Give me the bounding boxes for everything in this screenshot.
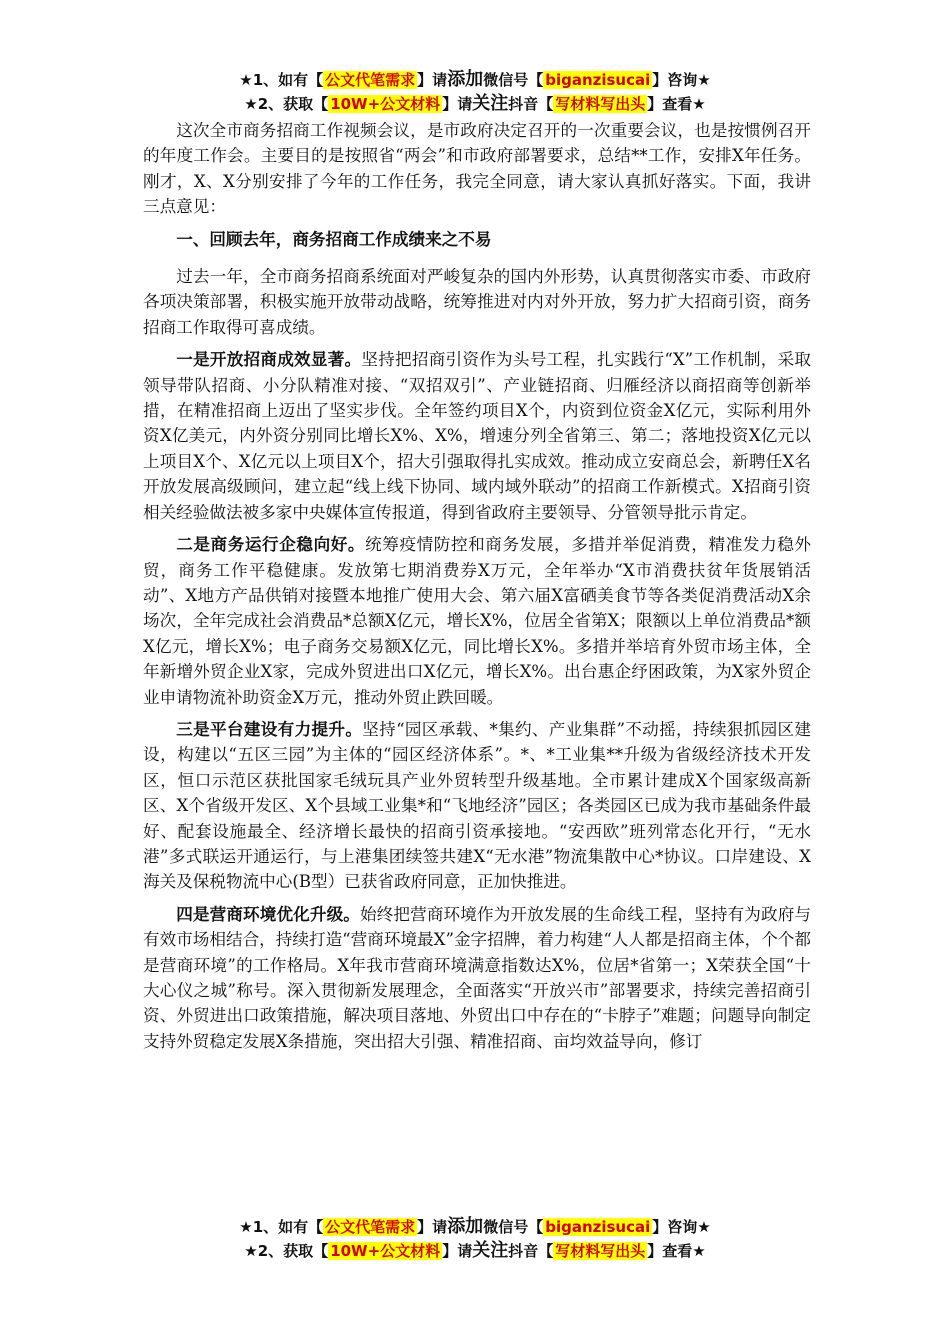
section-heading-1: 一、回顾去年，商务招商工作成绩来之不易 (176, 229, 492, 249)
top-banner (0, 68, 950, 116)
point-1-lead: 一是开放招商成效显著。 (176, 350, 362, 370)
highlight-wechat-id: biganzisucai (545, 1218, 651, 1236)
banner-line-2: ★2、获取【 10W+公文材料 】请关注抖音【 写材料写出头 】查看★ (244, 93, 706, 114)
highlight-wechat-id: biganzisucai (545, 71, 651, 89)
document-body (143, 118, 811, 1061)
bottom-banner (0, 1215, 950, 1263)
highlight-douyin-account: 写材料写出头 (555, 95, 646, 113)
highlight-materials: 10W+公文材料 (330, 95, 441, 113)
point-1-text: 坚持把招商引资作为头号工程，扎实践行“X”工作机制，采取领导带队招商、小分队精准对接、“双招双引”、产业链招商、归雁经济以商招商等创新举措，在精准招商上迈出了坚实步伐。全年签约项目X个，内资到位资金X亿元，实际利用外资X亿美元，内外资分别同比增长X%、X%，增速分列全省第三、第二；落地投资X亿元以上项目X个、X亿元以上项目X个，招大引强取得扎实成效。推动成立安商总会，新聘任X名开放发展高级顾问，建立起“线上线下协同、域内域外联动”的招商工作新模式。X招商引资相关经验做法被多家中央媒体宣传报道，得到省政府主要领导、分管领导批示肯定。 (143, 350, 812, 522)
banner-line-1: ★1、如有【 公文代笔需求 】请添加微信号【 biganzisucai 】咨询★ (239, 1216, 711, 1237)
highlight-writing-service: 公文代笔需求 (325, 71, 416, 89)
highlight-douyin-account: 写材料写出头 (555, 1242, 646, 1260)
point-2-paragraph (143, 532, 811, 710)
highlight-materials: 10W+公文材料 (330, 1242, 441, 1260)
point-4-paragraph (143, 902, 811, 1054)
point-1-paragraph (143, 347, 811, 525)
banner-line-1: ★1、如有【 公文代笔需求 】请添加微信号【 biganzisucai 】咨询★ (239, 69, 711, 90)
point-3-text: 坚持“园区承载、*集约、产业集群”不动摇，持续狠抓园区建设，构建以“五区三园”为主体的“园区经济体系”。*、*工业集**升级为省级经济技术开发区，恒口示范区获批国家毛绒玩具产业外贸转型升级基地。全市累计建成X个国家级高新区、X个省级开发区、X个县域工业集*和“飞地经济”园区；各类园区已成为我市基础条件最好、配套设施最全、经济增长最快的招商引资承接地。“安西欧”班列常态化开行，“无水港”多式联运开通运行，与上港集团续签共建X“无水港”物流集散中心*协议。口岸建设、X海关及保税物流中心(B型）已获省政府同意，正加快推进。 (143, 719, 812, 892)
highlight-writing-service: 公文代笔需求 (325, 1218, 416, 1236)
point-4-text: 始终把营商环境作为开放发展的生命线工程，坚持有为政府与有效市场相结合，持续打造“营商环境最X”金字招牌，着力构建“人人都是招商主体，个个都是营商环境”的工作格局。X年我市营商环境满意指数达X%，位居*省第一；X荣获全国“十大心仪之城”称号。深入贯彻新发展理念，全面落实“开放兴市”部署要求，持续完善招商引资、外贸进出口政策措施，解决项目落地、外贸出口中存在的“卡脖子”难题；问题导向制定支持外贸稳定发展X条措施，突出招大引强、精准招商、亩均效益导向，修订 (143, 904, 812, 1051)
point-3-paragraph (143, 717, 811, 895)
point-4-lead: 四是营商环境优化升级。 (176, 904, 360, 924)
intro-paragraph: 这次全市商务招商工作视频会议，是市政府决定召开的一次重要会议，也是按惯例召开的年度工作会。主要目的是按照省“两会”和市政府部署要求，总结**工作，安排X年任务。刚才，X、X分别安排了今年的工作任务，我完全同意，请大家认真抓好落实。下面，我讲三点意见： (143, 121, 811, 217)
point-3-lead: 三是平台建设有力提升。 (176, 719, 363, 739)
banner-line-2: ★2、获取【 10W+公文材料 】请关注抖音【 写材料写出头 】查看★ (244, 1240, 706, 1261)
point-2-text: 统筹疫情防控和商务发展，多措并举促消费，精准发力稳外贸，商务工作平稳健康。发放第七期消费券X万元，全年举办“X市消费扶贫年货展销活动”、X地方产品供销对接暨本地推广使用大会、第六届X富硒美食节等各类促消费活动X余场次，全年完成社会消费品*总额X亿元，增长X%，位居全省第X；限额以上单位消费品*额X亿元，增长X%；电子商务交易额X亿元，同比增长X%。多措并举培育外贸市场主体，全年新增外贸企业X家，完成外贸进出口X亿元，增长X%。出台惠企纾困政策，为X家外贸企业申请物流补助资金X万元，推动外贸止跌回暖。 (143, 535, 812, 707)
point-2-lead: 二是商务运行企稳向好。 (176, 535, 366, 555)
overview-paragraph: 过去一年，全市商务招商系统面对严峻复杂的国内外形势，认真贯彻落实市委、市政府各项决策部署，积极实施开放带动战略，统筹推进对内对外开放，努力扩大招商引资，商务招商工作取得可喜成绩。 (143, 267, 811, 337)
